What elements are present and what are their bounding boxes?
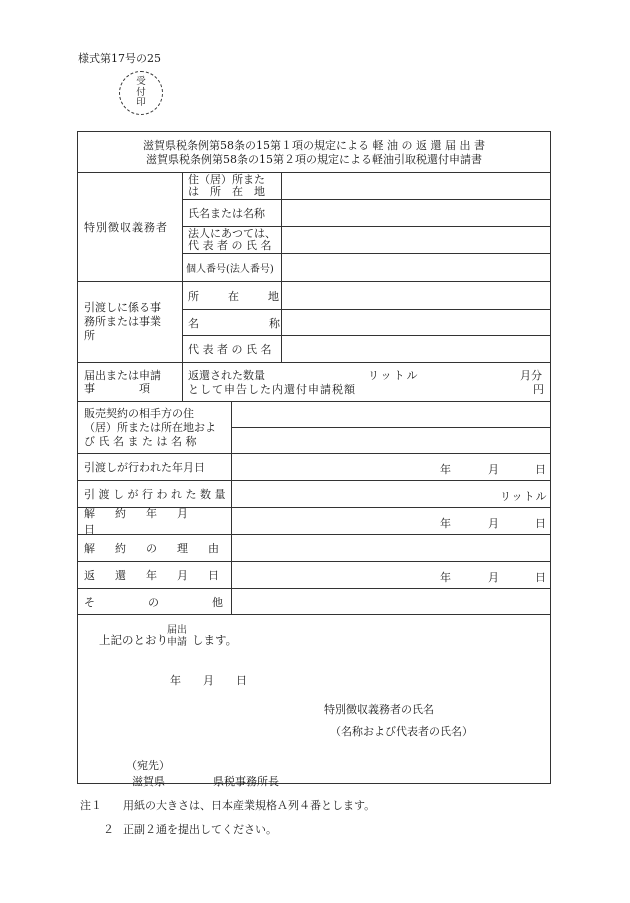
- rule: [182, 172, 183, 362]
- other-label: その他: [84, 595, 276, 609]
- individual-number-label: 個人番号(法人番号): [186, 264, 274, 275]
- title-line-2: 滋賀県税条例第58条の15第２項の規定による軽油引取税還付申請書: [146, 153, 482, 166]
- title-line-1: 滋賀県税条例第58条の15第１項の規定による 軽 油 の 返 還 届 出 書: [143, 139, 485, 152]
- yen-unit: 円: [533, 383, 544, 396]
- office-rep-label: 代 表 者 の 氏 名: [188, 343, 272, 356]
- delivery-date-label: 引渡しが行われた年月日: [84, 461, 205, 474]
- office-label: 引渡しに係る事 務所または事業 所: [84, 301, 161, 342]
- stamp-char: 印: [136, 97, 146, 109]
- month-unit: 月分: [520, 369, 542, 382]
- rule: [77, 614, 551, 615]
- day-unit: 日: [535, 517, 546, 530]
- form-title: [77, 135, 551, 171]
- month-unit: 月: [488, 571, 499, 584]
- month-unit: 月: [488, 463, 499, 476]
- address-field[interactable]: [283, 173, 549, 199]
- office-name-field[interactable]: [283, 310, 549, 335]
- office-location-label: 所 在 地: [188, 289, 288, 303]
- returned-quantity-label: 返還された数量: [188, 369, 265, 382]
- office-rep-field[interactable]: [283, 336, 549, 362]
- stamp-char: 受: [136, 76, 146, 88]
- day-unit: 日: [535, 463, 546, 476]
- representative-label: 法人にあつては、 代 表 者 の 氏 名: [188, 227, 276, 252]
- other-field[interactable]: [233, 589, 549, 614]
- request-label: 届出または申請 事 項: [84, 369, 161, 395]
- declaration-choice-apply: 申請: [167, 637, 187, 648]
- year-unit: 年: [440, 463, 451, 476]
- note-2-label: ２: [103, 823, 114, 836]
- reception-stamp: [119, 71, 163, 115]
- liter-unit: リットル: [368, 369, 420, 382]
- buyer-address-field[interactable]: [233, 402, 549, 427]
- representative-field[interactable]: [283, 227, 549, 253]
- delivery-quantity-label: 引 渡 し が 行 わ れ た 数 量: [84, 488, 226, 501]
- form-number: 様式第17号の25: [78, 52, 161, 65]
- note-2-text: 正副２通を提出してください。: [123, 823, 277, 836]
- name-field[interactable]: [283, 200, 549, 226]
- cancel-reason-label: 解約の理由: [84, 542, 239, 555]
- prefecture-name: 滋賀県: [132, 775, 165, 788]
- declaration-choice: [167, 625, 187, 649]
- tax-office-name: 県税事務所長: [213, 775, 279, 788]
- collector-name-note: （名称および代表者の氏名）: [330, 725, 473, 738]
- address-label: 住（居）所また は 所 在 地: [188, 173, 265, 198]
- note-1-label: 注１: [80, 799, 102, 812]
- year-unit: 年: [440, 517, 451, 530]
- year-unit: 年: [440, 571, 451, 584]
- office-name-label: 名 称: [188, 316, 296, 330]
- individual-number-field[interactable]: [283, 254, 549, 281]
- declaration-suffix: します。: [192, 633, 238, 647]
- name-label: 氏名または名称: [188, 207, 265, 220]
- refund-amount-label: として申告した内還付申請税額: [188, 383, 356, 396]
- office-location-field[interactable]: [283, 282, 549, 309]
- declaration-prefix: 上記のとおり: [99, 633, 168, 647]
- note-1-text: 用紙の大きさは、日本産業規格Ａ列４番とします。: [123, 799, 376, 812]
- collector-name-label: 特別徴収義務者の氏名: [324, 703, 434, 716]
- cancel-date-label: 解約年月日: [84, 507, 208, 536]
- addressee-label: （宛先）: [126, 759, 170, 772]
- buyer-name-field[interactable]: [233, 428, 549, 453]
- return-date-label: 返還年月日: [84, 569, 239, 582]
- stamp-char: 付: [136, 86, 146, 98]
- rule: [281, 172, 282, 362]
- buyer-label: 販売契約の相手方の住 （居）所または所在地およ び 氏 名 ま た は 名 称: [84, 407, 216, 448]
- liter-unit: リットル: [500, 490, 548, 503]
- day-unit: 日: [535, 571, 546, 584]
- declaration-date: 年 月 日: [170, 674, 247, 687]
- month-unit: 月: [488, 517, 499, 530]
- declaration-choice-notify: 届出: [167, 625, 187, 636]
- rule: [182, 362, 183, 401]
- collector-label: 特別徴収義務者: [84, 220, 168, 234]
